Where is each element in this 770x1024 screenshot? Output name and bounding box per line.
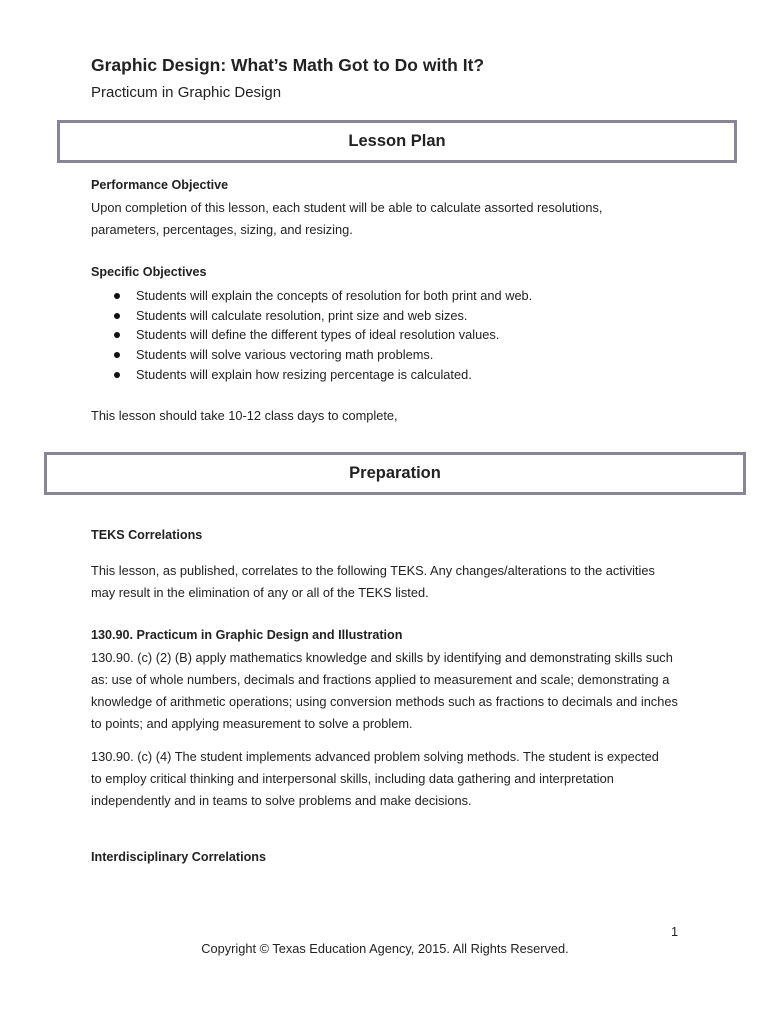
teks-item-2: 130.90. (c) (4) The student implements advanced problem solving methods. The student is expected to employ critical thinking and interpersonal skills, including data gathering and interpretation independently and in teams to solve problems and make decisions. [91, 749, 659, 808]
performance-objective-heading: Performance Objective [91, 178, 229, 192]
copyright-footer: Copyright © Texas Education Agency, 2015. All Rights Reserved. [201, 941, 569, 956]
list-item: Students will calculate resolution, print size and web sizes. [91, 306, 532, 326]
page-number: 1 [671, 924, 679, 939]
course-heading: 130.90. Practicum in Graphic Design and Illustration [91, 628, 403, 642]
bullet-icon [114, 313, 120, 319]
bullet-icon [114, 352, 120, 358]
specific-objectives-heading: Specific Objectives [91, 265, 207, 279]
teks-intro-text: This lesson, as published, correlates to the following TEKS. Any changes/alterations to the activities may result in the elimination of any or all of the TEKS listed. [91, 563, 655, 600]
list-item: Students will explain how resizing percentage is calculated. [91, 365, 532, 385]
teks-correlations-heading: TEKS Correlations [91, 528, 203, 542]
bullet-icon [114, 332, 120, 338]
lesson-duration-text: This lesson should take 10-12 class days to complete, [91, 408, 398, 423]
section-heading-preparation: Preparation [44, 452, 746, 495]
performance-objective-text: Upon completion of this lesson, each student will be able to calculate assorted resolutions, parameters, percentages, sizing, and resizing. [91, 200, 603, 237]
document-subtitle: Practicum in Graphic Design [91, 84, 282, 101]
interdisciplinary-heading: Interdisciplinary Correlations [91, 850, 266, 864]
list-item: Students will solve various vectoring math problems. [91, 345, 532, 365]
bullet-icon [114, 293, 120, 299]
section-heading-lesson-plan: Lesson Plan [57, 120, 737, 163]
list-item: Students will define the different types of ideal resolution values. [91, 325, 532, 345]
document-title: Graphic Design: What’s Math Got to Do with It? [91, 55, 485, 75]
teks-item-1: 130.90. (c) (2) (B) apply mathematics knowledge and skills by identifying and demonstrating skills such as: use of whole numbers, decimals and fractions applied to measurement and scale; demonstrating a knowledge of arithmetic operations; using conversion methods such as fractions to decimals and inches to points; and applying measurement to solve a problem. [91, 650, 678, 731]
list-item: Students will explain the concepts of resolution for both print and web. [91, 286, 532, 306]
bullet-icon [114, 372, 120, 378]
specific-objectives-list [91, 286, 532, 385]
